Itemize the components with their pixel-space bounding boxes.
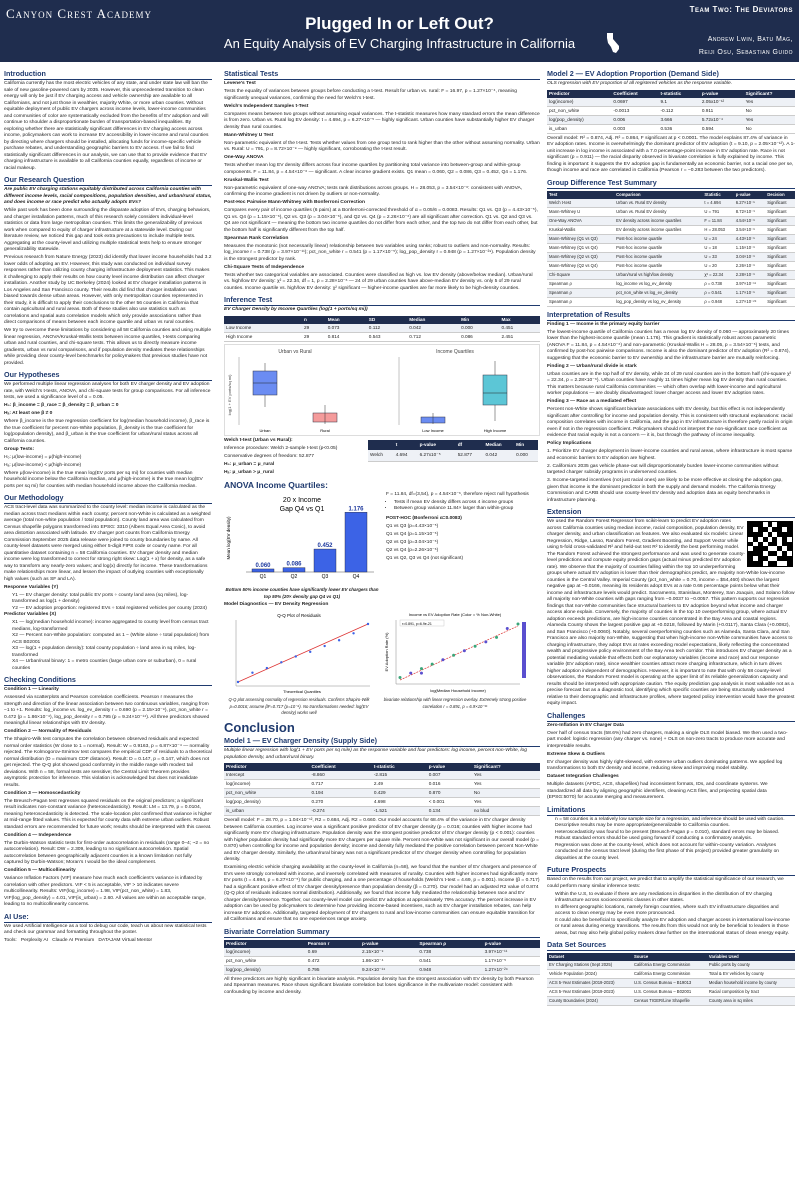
model1-heading: Model 1 — EV Charger Density (Supply Side) [224, 736, 540, 747]
scatter-legend: r=0.891, p=6.9e-21 [402, 621, 432, 626]
qq-svg [224, 610, 374, 694]
hyp-paragraph-2: Where β_income is the true regression coefficient for log(median household income), β_race is the true coefficient for percent non-White population, β_density is the true coefficient for log(population density), and β_urban is the true coefficient for urban/rural status across all California counties. [4, 419, 210, 444]
levene-text: Tests the equality of variances between groups before conducting a t-test. Result for urban vs. rural: F = 16.97, p = 1.27×10⁻⁴, meaning significantly unequal variances, confirming the need for Welch's t-test. [224, 89, 517, 101]
cond5-text: Variance Inflation Factors (VIF) measure how much each coefficient's variance is inflated by correlation with other predictors. VIF < 5 is acceptable, VIF > 10 indicates severe multicollinearity. Results: VIF(log_income) = 1.98, VIF(pct_non_white) = 1.83, VIF(log_pop_density) = 4.01, VIF(is_urban) = 2.60. All values are within an acceptable range, leading to no multicollinearity concerns. [4, 876, 206, 907]
table-row: Mann-Whitney (Q2 vs Q3) Post-hoc income quartile U = 33 3.04×10⁻⁶ Significant [547, 252, 795, 261]
list-item: • In different geographic locations, namely foreign countries, where such EV infrastructure disparities and access to clean energy may be even more pronounced. [555, 905, 795, 918]
challenge-data-text: Multiple datasets (AFDC, ACS, shapefiles) had inconsistent formats, IDs, and coordinate systems. We standardized all data by aligning geographic identifiers, cleaning ACS files, and projecting spatial data (EPSG:5070) for accurate merging and measurement. [547, 782, 768, 800]
table-row: log(pop_density) 0.270 4.698 < 0.001 Yes [224, 798, 540, 807]
tool-2: Claude AI Premium [52, 938, 95, 943]
table-row: log(pop_density) 0.006 3.666 5.72x10⁻⁴ Yes [547, 115, 795, 124]
conclusion-text: Examining electric vehicle charging availability at the county-level in California (n=58), we found that the number of EV chargers and presence of EVs were strongly correlated with income, and inversely correlated with measures of rurality. Counties with higher incomes had significantly more EV ports (t = 4.694, p = 6.27×10⁻⁵) for public charging, and a one percentage of households (Welch's t-test = 4.69, p = 0.001). Income (β = 0.717) had a significant positive effect of EV charger density/presence than population density (β = 0.270). Our model had an adjusted R2 value of 0.874 (Q-Q plot of residuals indicates normal distribution). Additionally, we found that income fully mediated the relationship between race and EV charger density/presence. Together, our county-level model can predict EV adoption at approximately 79% accuracy. The percent increase in EV adoption can be used by policymakers to determine how providing income-based incentives, such as EV charger installation rebates, can help increase EV adoption. Additionally, targeted deployment of EV chargers to rural and low-income communities can ensure equitable transition for all Californians and ensure that no one experiences range anxiety. [224, 865, 540, 922]
stat-tests-heading: Statistical Tests [224, 69, 540, 80]
conclusion-heading: Conclusion [224, 720, 295, 735]
anova-caption: Bottom 50% income counties have significantly lower EV chargers than top 50% (20× density gap Q4 vs Q1) [225, 587, 379, 599]
levene-heading: Levene's Test [224, 81, 256, 86]
rq-paragraph-2: Previous research from Nature Energy (2023) did identify that lower income households had 3.2 lower odds of adopting an EV. However, this study was conducted on individual survey responses rather than utilizing county charging infrastructure deployment statistics. This makes it challenging to apply their results on how county level income distribution can affect charger installation. Another study by UC Berkeley (2024) looked at EV charger installation patterns in Los Angeles and San Francisco county. Their results did find that charger installation was biased towards dense urban areas. However, with only metropolitan counties represented in their study, it is difficult to apply their conclusions to the other 56 counties in California that contain agricultural and rural areas. Both of these studies also use statistics such as correlations and spatial auto correlation models which only provide associations rather than direct comparisons of means between each income quartile and urban vs rural counties. [4, 255, 212, 325]
bar-category-label: Q2 [290, 573, 298, 580]
challenge-skew-text: EV charger density was highly right-skewed, with extreme urban outliers dominating patterns. We applied log transformations to both EV density and income, reducing skew and improving model stability. [547, 759, 783, 771]
bar-annotation-2: Gap Q4 vs Q1 [279, 505, 325, 513]
income-scatter [380, 610, 530, 719]
bar-value-label: 0.452 [317, 542, 333, 549]
model1-text: Overall model: F = 28.70, p = 1.04×10⁻¹², R2 = 0.684, Adj. R2 = 0.660. Our model accounts for 68.4% of the variance in EV charger density between California counties. Log income was a significant positive predictor of EV charger density (p = 0.016; counties with higher income had significantly more EV charging infrastructure. Population density was the strongest positive predictor of EV charger density (p < 0.001): counties with higher population density had significantly more EV chargers per square mile. Percent non-White was not significant in our overall model (p = 0.870) when controlling for income and population density; income and density fully mediated the positive correlation between percent Non-White and EV charger density. Similarly, the urban/rural binary was not a significant predictor of EV charger density when controlling for population density. [224, 818, 539, 862]
limitations-heading: Limitations [547, 805, 795, 816]
scatter-xlabel: log(Median Household Income) [430, 687, 486, 693]
welch-block-heading: Welch t-test (Urban vs Rural): [224, 437, 293, 443]
challenge-skew-heading: Extreme Skew & Outliers [547, 751, 605, 757]
list-item: • X4 — Urban/rural binary: 1 = metro counties (large urban core or suburban), 0 = rural counties [12, 659, 212, 672]
welch-text: Compares means between two groups without assuming equal variances. The t-statistic measures how many standard errors the mean difference is from zero. Urban vs. Rural log EV density: t = 4.694, p = 6.27×10⁻⁵ — highly significant. Urban counties have substantially higher EV charger density than rural counties. [224, 111, 540, 130]
group-tests-label: Group Tests: [4, 446, 35, 452]
school-name: Canyon Crest Academy [6, 6, 153, 21]
bar-Q1 [252, 568, 274, 571]
table-row: log(income) 0.0697 9.1 2.05x10⁻¹² Yes [547, 98, 795, 107]
group-diff-table: Test Comparison Statistic p-value Decision Welch t-test Urban vs. Rural EV density t = 4.694 6.27×10⁻⁵ Significant Mann-Whitney U Urban vs. Rural EV density U = 791 8.72×10⁻⁹ Significant One-Way ANOVA EV density across income quartiles F = 11.84 4.54×10⁻⁶ Significant Kruskal-Wallis EV density across income quartiles H = 28.053 3.54×10⁻⁶ Significant Mann-Whitney (Q1 vs Q3) Post-hoc income quartile U = 24 4.43×10⁻⁵ Significant Mann-Whitney (Q1 vs Q4) Post-hoc income quartile U = 18 1.15×10⁻⁶ Significant Mann-Whitney (Q2 vs Q3) Post-hoc income quartile U = 33 3.04×10⁻⁶ Significant Mann-Whitney (Q2 vs Q4) Post-hoc income quartile U = 20 2.26×10⁻⁶ Significant Chi-Square Urban/rural vs high/low density χ² = 22.34 2.28×10⁻⁶ Significant Spearman ρ log_income vs log_ev_density ρ = 0.738 3.97×10⁻¹¹ Significant Spearman ρ pct_non_white vs log_ev_density ρ = 0.541 1.17×10⁻⁵ Significant Spearman ρ log_pop_density vs log_ev_density ρ = 0.948 1.27×10⁻²⁹ Significant [547, 191, 795, 307]
bar-annotation-1: 20 x Income [282, 496, 322, 504]
posthoc-heading: Post-Hoc Pairwise Mann-Whitney with Bonferroni Correction [224, 200, 366, 205]
posthoc-line: Q1 vs Q4 (p=1.15×10⁻⁶) [386, 531, 439, 537]
finding1-heading: Finding 1 — Income is the primary equity barrier [547, 321, 660, 327]
finding1-text: The lowest-income quartile of California counties has a mean log EV density of 0.060 — approximately 20 times lower than the highest-income quartile (mean 1.176). This gradient is statistically robust across parametric (ANOVA F = 11.84, p = 4.54×10⁻⁶) and non-parametric (Kruskal-Wallis H = 28.05, p = 3.54×10⁻⁶) tests, and confirmed by post-hoc pairwise comparisons. Income is also the dominant predictor of EV adoption (R² = 0.874), suggesting that the economic barrier to EV ownership and the infrastructure barrier are mutually reinforcing. [547, 329, 790, 361]
group-diff-heading: Group Difference Test Summary [547, 178, 795, 189]
qq-point [338, 639, 340, 641]
list-item: • Tests if mean EV density differs across 4 income groups [394, 500, 540, 507]
posthoc-text: Compares every pair of income quartiles (6 pairs) at a Bonferroni-corrected threshold of α = 0.05/6 = 0.0083. Results: Q1 vs. Q3 (p = 4.43×10⁻⁵), Q1 vs. Q4 (p = 1.15×10⁻⁶), Q2 vs. Q3 (p = 3.04×10⁻⁶), and Q2 vs. Q4 (p = 2.26×10⁻⁶) are all significant after correction. Q1 vs. Q2 and Q3 vs. Q4 are not significant — meaning the bottom two income quartiles do not differ from each other, and the top two do not differ from each other, but the bottom half is significantly different from the top half. [224, 208, 538, 233]
rq-heading: Our Research Question [4, 175, 212, 186]
table-row: Welch t-test Urban vs. Rural EV density t = 4.694 6.27×10⁻⁵ Significant [547, 199, 795, 208]
alt-hypothesis: Hₐ: At least one β ≠ 0 [4, 411, 53, 416]
list-item: • Y2 — EV adoption proportion: registered EVs ÷ total registered vehicles per county (2024) [12, 606, 212, 613]
challenges-heading: Challenges [547, 711, 795, 722]
challenge-data-heading: Dataset Integration Challenges [547, 774, 619, 779]
datasets-table: Dataset Source Variables Used EV Charging Stations (Sept 2025) California Energy Commission Public ports by county Vehicle Population (2024) California Energy Commission Total & EV vehicles by county ACS 5-Year Estimates (2019-2023) U.S. Census Bureau – B19013 Median household income by county ACS 5-Year Estimates (2019-2023) U.S. Census Bureau – B02001 Racial composition by tract County Boundaries (2024) Census TIGER/Line Shapefile County area in sq miles [547, 953, 795, 1006]
list-item: • Regression was done at the county-level, which does not account for within-county variation. Analyses conducted at the census tract level (during the first phase of this project) provided greater granularity on disparities at the county level. [555, 843, 795, 863]
list-item: • X1 — log(median household income): income aggregated to county level from census tract medians, log-transformed [12, 620, 212, 633]
policy-2: 2. California's 2035 gas vehicle phase-out will disproportionately burden lower-income communities without targeted charger subsidy programs in underserved counties. [547, 463, 779, 475]
interpretation-heading: Interpretation of Results [547, 310, 795, 321]
extension-text: We used the Random Forest Regressor from scikit-learn to predict EV adoption rates across California counties using median income, racial composition, population density, EV charger density, and urban classification as features. We also evaluated six models: Linear Regression, Ridge, Lasso, Random Forest, Gradient Boosting, and Support Vector while using 5-fold cross-validated R² and held-out test R² to identify the best performing model. The Random Forest achieved the strongest performance and was used to generate county-level predictions and compute equity prediction gaps (actual minus predicted EV adoption rate). We observe that the majority of counties falling within the top 10 underperforming groups where actual EV adoption is lower than their demographics predict, are majority non-White low-income counties in the Central Valley. Imperial County (pct_non_white = 0.70, income = $54,460) shows the largest negative gap at −0.0166, meaning its residents adopt EVs at a rate 0.66 percentage points below what their income and infrastructure levels would predict. Sacramento, Stanislaus, Monterey, San Joaquin, and Solano follow all majority non-White counties with gaps ranging from −0.0037 to −0.0057. This pattern supports our regression findings that non-White communities face structural barriers to EV adoption beyond what income and charger access alone explain. Conversely, the majority of counties in the top 10 overperforming group, where actual EV adoption exceeds predictions, are high-income counties concentrated in the Bay Area and coastal regions. Alameda County shows the largest positive gap at +0.0218, followed by Marin (+0.0117), Santa Clara (+0.0082), and San Francisco (+0.0060). Notably, several overperforming counties such as Alameda, Santa Clara, and San Francisco are also majority non-White, suggesting that when high-income non-White communities have access to charging infrastructure, they adopt EVs at rates exceeding model expectations, likely reflecting the concentrated wealth and progressive policy environment of the Bay Area tech corridor. This introduces EV charger density as a potential mediating variable that effects both our explanatory variables (income and race) and our response variable (EV adoption rate), since wealthier counties attract more charging infrastructure, which in turn drives higher adoption independent of demographics. However, it is important to note that with only 58 county-level observations, the Random Forest model is operating at the upper limit of its reliable generalization capacity and results should be interpreted with appropriate caution. The equity prediction gap analysis is most valuable not as a precise forecast but as a diagnostic tool, identifying which specific counties are being structurally underserved relative to their demographic and infrastructure profiles, where targeted policy intervention would have the greatest equity impact. [547, 519, 795, 706]
list-item: • It could also be beneficial to specifically analyze EV adoption and charger access in international low-income or rural areas during energy transitions. The results from this would not only be beneficial to leaders in those areas, but may also help global policy makers draw further on the international status of clean energy equity. [555, 918, 795, 938]
table-row: Kruskal-Wallis EV density across income quartiles H = 28.053 3.54×10⁻⁶ Significant [547, 225, 795, 234]
list-item: • Heteroscedasticity was found to be present (Breusch-Pagan p = 0.010), standard errors may be biased. Robust standard errors should be used going forward if conducting a confirmatory analysis. [555, 830, 795, 843]
scatter-point [409, 671, 412, 674]
column-left [4, 66, 212, 1196]
qq-title: Q-Q Plot of Residuals [277, 612, 321, 618]
bivariate-text: All three predictors are highly significant in bivariate analysis. Population density has the strongest association with EV density by both Pearson and Spearman measures. Race shows significant bivariate correlation but loses significance in the multivariate model: consistent with confounding by income and density. [224, 976, 534, 995]
kw-text: Non-parametric equivalent of one-way ANOVA; tests rank distributions across groups. H = 28.053, p = 3.54×10⁻⁶: consistent with ANOVA, confirming the income gradient is not driven by outliers or non-normality. [224, 185, 523, 197]
table-row: Intercept -8.860 -2.815 0.007 Yes [224, 771, 540, 780]
box-high-income [483, 375, 507, 405]
qq-point [352, 632, 354, 634]
challenge-zero-heading: Zero-Inflation in EV Charger Data [547, 722, 624, 728]
qq-point [323, 644, 325, 646]
column-middle [224, 66, 540, 1196]
bivariate-heading: Bivariate Correlation Summary [224, 927, 540, 938]
table-row: Chi-Square Urban/rural vs high/low density χ² = 22.34 2.28×10⁻⁶ Significant [547, 270, 795, 279]
model2-heading: Model 2 — EV Adoption Proportion (Demand Side) [547, 69, 795, 80]
table-row: Spearman ρ log_income vs log_ev_density ρ = 0.738 3.97×10⁻¹¹ Significant [547, 279, 795, 288]
inference-heading: Inference Test [224, 295, 540, 306]
table-row: log(income) 0.69 2.15×10⁻⁹ 0.738 3.97×10⁻¹¹ [224, 948, 540, 957]
rq-paragraph-3: We try to overcome these limitations by considering all 58 California counties and using multiple linear regression, ANOVA/Kruskal-Wallis tests between income quartiles, t-tests comparing urban and rural counties, and chi-square tests. This allows us to directly measure income gradients, urban vs rural comparisons, and if population density mediates these relationships while providing clear county-level benchmarks for policymakers that previous studies have not provided. [4, 328, 212, 366]
ai-tools [4, 938, 212, 945]
scatter-caption: bivariate relationship with linear regression overlay. Extremely strong positive correlation r = 0.891, p = 6.9×10⁻²¹ [383, 697, 527, 709]
diagnostics-block [224, 610, 540, 719]
cond3-heading: Condition 3 — Homoscedasticity [4, 790, 81, 796]
model1-caption: Multiple linear regression with log(1 + EV ports per sq mile) as the response variable and four predictors: log income, percent non-White, log population density, and urban/rural binary. [224, 748, 527, 760]
bivariate-table: Predictor Pearson r p-value Spearman ρ p-value log(income) 0.69 2.15×10⁻⁹ 0.738 3.97×10⁻¹¹ pct_non_white 0.472 1.86×10⁻⁴ 0.541 1.17×10⁻⁵ log(pop_density) 0.795 9.24×10⁻¹⁴ 0.948 1.27×10⁻²⁹ [224, 940, 540, 975]
list-item: • Within the U.S, to evaluate if there are any mediations in disparities in the distribution of EV charging infrastructure across socioeconomic classes in other states. [555, 892, 795, 905]
finding3-text: Percent non-White shows significant bivariate associations with EV density, but this effect is not independently significant after controlling for income and population density. This is consistent with structural explanations: racial composition correlates with income in California, and the gap in EV infrastructure is therefore partly racial in origin even if not in the regression coefficient. Policymakers should not interpret the non-significant race coefficient as evidence that racial equity is not a concern — it is, but through the pathway of income inequality. [547, 407, 793, 438]
qq-point [280, 661, 282, 663]
welch-desc [224, 438, 364, 478]
cond2-heading: Condition 2 — Normality of Residuals [4, 729, 92, 734]
welch-line: Conservative degrees of freedom: 52.877 [224, 453, 314, 459]
bar-value-label: 0.086 [286, 561, 302, 568]
future-list [555, 892, 795, 938]
hyp-paragraph-1: We performed multiple linear regression analyses for both EV charger density and EV adoption rate, with Welch's t-tests, ANOVA, and chi-square tests for group comparisons. For all inference tests, we used a significance level of α = 0.05. [4, 382, 211, 400]
poster-title: Plugged In or Left Out? [305, 14, 494, 33]
model2-text: Overall model: R² = 0.874, Adj. R² = 0.864, F significant at p < 0.0001. The model explains 87.4% of variance in EV adoption rates. Income is overwhelmingly the dominant predictor of EV adoption (t = 9.10, p = 2.05×10⁻¹²). A 1-unit increase in log income is associated with a 7.0 percentage-point increase in EV adoption rate. Race is not significant (p = 0.911) — the racial disparity observed in bivariate correlation is fully explained by income. This finding is important: it suggests the EV adoption gap is fundamentally an economic barrier, not a racial one per se, though income and race are correlated in California (Pearson r = −0.283 between the two predictors). [547, 135, 795, 173]
limitations-list [555, 817, 795, 863]
scatter-title: Income vs EV Adoption Rate (Color = % Non-White) [408, 611, 502, 617]
scatter-point [452, 653, 455, 656]
anova-block [224, 492, 540, 602]
table-row: ACS 5-Year Estimates (2019-2023) U.S. Census Bureau – B02001 Racial composition by tract [547, 988, 795, 997]
qq-point [367, 622, 369, 624]
scatter-svg [380, 610, 530, 694]
posthoc-line: Q2 vs Q3 (p=3.04×10⁻⁶) [386, 539, 439, 545]
scatter-point [431, 662, 434, 665]
anova-text: Tests whether mean log EV density differs across four income quartiles by partitioning total variance into between-group and within-group components. F = 11.84, p = 4.54×10⁻⁶ — significant. A clear income gradient exists. Q1 mean = 0.060, Q2 = 0.086, Q3 = 0.452, Q4 = 1.176. [224, 163, 528, 175]
group-null: H₀: μ(low-income) = μ(high-income) [4, 454, 82, 460]
bar-Q2 [283, 567, 305, 571]
table-row: Low Income 29 0.073 0.112 0.042 0.000 0.451 [224, 324, 540, 333]
challenge-zero-text: Over half of census tracts (58.6%) had zero chargers, making a single OLS model biased. We then used a two-part model: logistic regression (any charger vs. none) + OLS on non-zero tracts to produce more accurate and interpretable results. [547, 730, 788, 749]
box1-title: Urban vs Rural [278, 348, 312, 355]
list-item: • Between group variance 11.84× larger than within-group [394, 506, 540, 513]
qq-point [251, 671, 253, 673]
table-row: ACS 5-Year Estimates (2019-2023) U.S. Census Bureau – B19013 Median household income by county [547, 979, 795, 988]
anova-note: F = 11.84, df=(3,54), p = 4.54×10⁻⁶, therefore reject null hypothesis [386, 491, 529, 497]
table-row: log(income) 0.717 2.49 0.016 Yes [224, 780, 540, 789]
future-text: Based on the results from our project, we predict that to amplify the statistical significance of our research, we could perform many similar inference tests: [547, 877, 784, 889]
list-item: • n = 58 counties is a relatively low sample size for a regression, and inference should be used with caution. Descriptive results may be more appropriate/generalizable to California counties. [555, 817, 795, 830]
finding3-heading: Finding 3 — Race as a mediated effect [547, 399, 637, 404]
table-row: County Boundaries (2024) Census TIGER/Line Shapefile County area in sq miles [547, 997, 795, 1006]
author-list [699, 33, 793, 59]
table-row: Mann-Whitney (Q1 vs Q3) Post-hoc income quartile U = 24 4.43×10⁻⁵ Significant [547, 234, 795, 243]
cond1-text: Assessed via scatterplots and Pearson correlation coefficients. Pearson r measures the strength and direction of the linear association between two continuous variables, ranging from −1 to +1. Results: log_income vs. log_ev_density r = 0.690 (p = 2.15×10⁻⁹), pct_non_white r = 0.472 (p = 1.86×10⁻⁴), log_pop_density r = 0.795 (p = 9.24×10⁻¹⁴). All three predictors showed meaningful linear relationships with EV density. [4, 695, 210, 726]
cond4-heading: Condition 4 — Independence [4, 832, 72, 838]
cond2-text: The Shapiro-Wilk test computes the correlation between observed residuals and expected normal order statistics (W close to 1 = normal). Result: W = 0.9163, p = 6.87×10⁻⁴ — normality rejected. The Kolmogorov-Smirnov test compares the empirical CDF of residuals to a theoretical normal distribution (D = maximum CDF distance). Result: D = 0.147, p = 0.147, which does not get rejected. The Q-Q plot showed good conformity in the middle range with modest tail deviations. With n = 58, formal tests are sensitive; the Central Limit Theorem provides asymptotic protection for inference. This violation is acknowledged but does not invalidate results. [4, 737, 212, 788]
table-row: EV Charging Stations (Sept 2025) California Energy Commission Public ports by county [547, 961, 795, 970]
method-paragraph: ACS tract-level data was summarized to the county level: median income is calculated as the median across tract medians within each county; percent non-White is calculated as a weighted average (total non-white population / total population). County land area was calculated from Census shapefile polygons transformed into EPSG: 3310 (Albers Equal Area Conic), to avoid area distortion associated with latitude. EV charger port counts from California Energy Commission September 2025 data release were joined to county boundaries by name. All county-level datasets were merged using either 5-digit FIPS code or county name. For all quantitative dataset containing n = 58 California counties. EV charger density and median income were log transformed to correct for strong right skew: Log(1 + x) for density, as a safe way to transform any nearly-zero values; and log(x) directly for income. These transformations make relationships more linear, and lessen the impact of outlying counties with exceptionally high values (such as SF and LA). [4, 505, 211, 582]
posthoc-line: Q2 vs Q4 (p=2.26×10⁻⁶) [386, 547, 439, 553]
rq-paragraph-1: While past work has been done surrounding the disparate adoption of EVs, charging behaviors, and charger installation patterns, much of this research solely considers individual-level statistics or data from large metropolitan counties. This limits the generalizability of previous work when compared to equity of charger infrastructure at a statewide level. During our literature review, we noticed this gap and took extra precautions to include multiple tests. Aggregating at the county-level and utilizing multiple statistical tests help to ensure stronger generalizability statewide. [4, 208, 211, 252]
box1-cat-urban: Urban [259, 427, 271, 433]
response-vars-list [12, 593, 212, 613]
tool-3: DATAJAM Virtual Mentor [98, 938, 153, 943]
research-question: Are public EV charging stations equitably distributed across California counties with different income levels, racial compositions, population densities, and urban/rural status, and does income or race predict who actually adopts EVs? [4, 187, 212, 205]
qq-point [309, 650, 311, 652]
list-item: • X3 — log(1 + population density): total county population ÷ land area in sq miles, log-transformed [12, 646, 212, 659]
qq-xlabel: Theoretical Quantiles [283, 688, 321, 694]
scatter-point [420, 671, 423, 674]
finding2-text: Urban counties are in the top half of EV density, while 24 of 29 rural counties are in the bottom half (chi-square χ² = 22.34, p = 2.28×10⁻⁶). Urban counties have roughly 11 times higher mean log EV density than rural counties. This matters because rural California communities — which often overlap with lower-income and agricultural worker populations — are doubly disadvantaged: lower charger access and lower EV adoption rates. [547, 371, 792, 396]
bar-category-label: Q1 [259, 573, 267, 580]
future-heading: Future Prospects [547, 865, 795, 876]
ai-text: We used Artificial Intelligence as a tool to debug our code, teach us about new statistical tests and check our grammar and formatting throughout the poster. [4, 923, 207, 935]
poster-subtitle: An Equity Analysis of EV Charging Infrastructure in California [223, 36, 576, 51]
chisq-heading: Chi-Square Tests of Independence [224, 264, 305, 270]
inference-caption: EV Charger Density by Income Quartiles (log(1 + ports/sq mi)) [224, 307, 368, 312]
ai-heading: AI Use: [4, 912, 212, 923]
bar-category-label: Q4 [352, 573, 360, 580]
table-row: Welch 4.694 6.27x10⁻⁵ 52.877 0.042 0.000 [368, 450, 538, 461]
response-vars-label: Response Variables (Y) [4, 584, 59, 590]
methodology-heading: Our Methodology [4, 493, 212, 504]
descriptive-table: n Mean SD Median Min Max Low Income 29 0.073 0.112 0.042 0.000 0.451 High Income 29 0.814 0.543 0.712 0.086 2.451 [224, 316, 540, 342]
boxplot-svg [225, 345, 539, 437]
cond4-text: The Durbin-Watson statistic tests for first-order autocorrelation in residuals (range 0–4; ~2 = no autocorrelation). Result: DW = 2.309, leading to no significant autocorrelation. Spatial autocorrelation between geographically adjacent counties is a known limitation not fully captured by Durbin-Watson; Moran's I would be the ideal complement. [4, 840, 210, 865]
welch-line: Inference procedure: Welch 2-sample t-test (p<0.05) [224, 445, 338, 451]
intro-heading: Introduction [4, 69, 212, 80]
policy-1: 1. Prioritize EV charger deployment in lower-income counties and rural areas, where infrastructure is most sparse and economic barriers to EV adoption are highest. [547, 449, 793, 461]
chisq-text: Tests whether two categorical variables are associated. Counties were classified as high vs. low EV density (above/below median). Urban/rural vs. high/low EV density: χ² = 22.34, df = 1, p = 2.28×10⁻⁶ — 24 of 29 urban counties have above-median EV density vs. only 5 of 29 rural counties. Income quartile vs. high/low EV density: χ² significant — higher-income quartiles are far more likely to be high-density counties. [224, 272, 533, 291]
welch-block [224, 438, 540, 478]
datasets-heading: Data Set Sources [547, 940, 795, 951]
welch-line: H₀: μ_urban = μ_rural [224, 461, 275, 467]
team-name: Team Two: The Deviators [689, 5, 793, 14]
scatter-point [399, 676, 402, 679]
welch-line: Hₐ: μ_urban > μ_rural [224, 469, 274, 475]
table-row: One-Way ANOVA EV density across income quartiles F = 11.84 4.54×10⁻⁶ Significant [547, 216, 795, 225]
boxplot-figure [224, 344, 540, 436]
model1-table: Predictor Coefficient t-statistic p-value Significant? Intercept -8.860 -2.815 0.007 Yes log(income) 0.717 2.49 0.016 Yes pct_non_white 0.194 0.429 0.870 No log(pop_density) 0.270 4.698 < 0.001 Yes is_urban -0.274 -1.521 0.134 no blud [224, 763, 540, 816]
anova-bar-svg [224, 492, 380, 584]
model2-caption: OLS regression with EV proportion of all registered vehicles as the response variable. [547, 81, 733, 86]
bar-Q4 [345, 512, 367, 572]
bar-category-label: Q3 [321, 573, 329, 580]
bar-value-label: 0.060 [255, 562, 271, 569]
table-row: High Income 29 0.814 0.543 0.712 0.086 2.451 [224, 332, 540, 341]
box-ylabel: log(1 + EV ports/sq mi) [227, 374, 232, 415]
diagnostics-heading: Model Diagnostics — EV Density Regression [224, 601, 329, 607]
table-row: log(pop_density) 0.795 9.24×10⁻¹⁴ 0.948 1.27×10⁻²⁹ [224, 965, 540, 974]
group-alt: Hₐ: μ(low-income) < μ(high-income) [4, 462, 82, 468]
bar-ylabel: Mean log(EV density) [226, 515, 231, 560]
tool-1: Perplexity AI [20, 938, 49, 943]
extension-heading: Extension [547, 507, 795, 518]
list-item: • Y1 — EV charger density: total public EV ports ÷ county land area (sq miles), log-transformed as log(1 + density) [12, 593, 212, 606]
authors-line-2: Reiji Osu, Sebastian Guido [698, 49, 793, 56]
posthoc-box-heading: POST-HOC (Bonferroni α=0.0083) [386, 515, 462, 521]
bar-value-label: 1.176 [348, 505, 364, 512]
bar-Q3 [314, 549, 336, 572]
cond5-heading: Condition 5 — Multicollinearity [4, 868, 76, 873]
qq-point [266, 666, 268, 668]
spearman-heading: Spearman Rank Correlation [224, 235, 289, 241]
qq-point [237, 680, 239, 682]
scatter-point [463, 649, 466, 652]
anova-chart [224, 492, 380, 602]
posthoc-line: Q1 vs Q3 (p=4.43×10⁻⁵) [386, 523, 439, 529]
conditions-heading: Checking Conditions [4, 675, 212, 686]
table-row: is_urban 0.003 0.536 0.594 No [547, 124, 795, 133]
qq-plot [224, 610, 374, 719]
posthoc-line: Q1 vs Q2, Q3 vs Q4 (not significant) [386, 555, 464, 561]
scatter-point [474, 644, 477, 647]
cond3-text: The Breusch-Pagan test regresses squared residuals on the original predictors; a significant result indicates non-constant variance (heteroscedasticity). Result: LM = 13.79, p = 0.0104, meaning heteroscedasticity is detected. The scale-location plot confirmed that variance is higher at mid-range fitted values. This is expected for county data with extreme urban outliers. Robust standard errors are recommended for future work; results should be interpreted with this caveat. [4, 798, 212, 830]
scatter-point [441, 658, 444, 661]
authors-line-1: Andrew Lwin, Batu Mag, [707, 36, 793, 43]
cond1-heading: Condition 1 — Linearity [4, 687, 59, 692]
anova-heading: One-Way ANOVA [224, 155, 264, 160]
null-hypothesis: H₀: β_income = β_race = β_density = β_urban = 0 [4, 403, 119, 408]
policy-heading: Policy Implications [547, 441, 592, 446]
box1-cat-rural: Rural [320, 427, 330, 433]
scatter-ylabel: EV Adoption Rate (%) [384, 632, 389, 671]
scatter-point [517, 622, 520, 625]
box2-title: Income Quartiles [436, 348, 474, 355]
list-item: • X2 — Percent non-White population: computed as 1 − (White alone ÷ total population) from ACS B02001 [12, 633, 212, 646]
scatter-point [420, 667, 423, 670]
table-row: Mann-Whitney U Urban vs. Rural EV density U = 791 8.72×10⁻⁹ Significant [547, 207, 795, 216]
welch-table: t p-value df Median Min Welch 4.694 6.27x10⁻⁵ 52.877 0.042 0.000 [368, 440, 538, 462]
table-row: Spearman ρ log_pop_density vs log_ev_density ρ = 0.948 1.27×10⁻²⁹ Significant [547, 297, 795, 306]
scatter-point [495, 635, 498, 638]
california-outline-icon [605, 32, 621, 57]
box2-cat-low: Low Income [422, 427, 444, 433]
table-row: Mann-Whitney (Q1 vs Q4) Post-hoc income quartile U = 18 1.15×10⁻⁶ Significant [547, 243, 795, 252]
table-row: pct_non_white -0.0013 -0.112 0.911 No [547, 106, 795, 115]
table-row: pct_non_white 0.472 1.86×10⁻⁴ 0.541 1.17×10⁻⁵ [224, 956, 540, 965]
policy-3: 3. Income-targeted incentives (not just racial ones) are likely to be more effective at closing the adoption gap, given that income is the dominant predictor in both the supply and demand models. The California Energy Commission and CARB should use county-level EV density and adoption data as equity benchmarks in infrastructure planning. [547, 478, 783, 503]
qq-point [295, 655, 297, 657]
table-row: is_urban -0.274 -1.521 0.134 no blud [224, 807, 540, 816]
scatter-point [484, 640, 487, 643]
predictor-vars-list [12, 620, 212, 672]
poster-header [0, 0, 799, 62]
welch-heading: Welch's Independent Samples t-Test [224, 103, 309, 109]
qq-caption: Q-Q plot assessing normality of regression residuals. Confirms Shapiro-Wilk p=0.0016; assume βF=0.717 (p=10⁻⁴). No transformations needed: log(EV density) works well [228, 697, 370, 715]
hypotheses-heading: Our Hypotheses [4, 370, 212, 381]
hyp-paragraph-3: Where μ(low-income) is the true mean log(EV ports per sq mi) for counties with median household income below the California median, and μ(high-income) is the true mean log(EV ports per sq mi) for counties with median household income above the California median. [4, 470, 203, 489]
kw-heading: Kruskal-Wallis Test [224, 177, 269, 183]
anova-notes [380, 492, 540, 602]
tools-label: Tools: [4, 938, 17, 943]
intro-text: California currently has the most electric vehicles of any state, and under state law will ban the sale of new gasoline-powered cars by 2035. However, this unprecedented transition to clean energy will only be just if EV charging access and vehicle ownership are available to all Californians, and not just those in wealthier, majority White, or more urban counties. Without equitable deployment of public EV chargers across income levels, lower-income communities and communities of color are systematically excluded from the benefits of EV adoption and will continue to shoulder a disproportionate burden of transportation-based inequalities. By exploring whether there are statistically significant differences in EV charging access across income, policymakers can work to increase EV accessibility in lower-income and rural counties by directing where chargers should be installed, allocating funds for income-specific vehicle purchase rebates, and understanding geographic barriers to EV access. If we fail to find statistically significant differences in our analysis, we can use that to provide evidence that EV charging infrastructure is available to all California counties equally, regardless of income or racial makeup. [4, 81, 209, 171]
column-right [547, 66, 795, 1196]
table-row: Spearman ρ pct_non_white vs log_ev_density ρ = 0.541 1.17×10⁻⁵ Significant [547, 288, 795, 297]
mw-text: Non-parametric equivalent of the t-test. Tests whether values from one group tend to rank higher than the other without assuming normality. Urban vs. Rural: U = 791, p = 8.72×10⁻⁹ — highly significant, corroborating the t-test result. [224, 140, 540, 152]
model2-table: Predictor Coefficient t-statistic p-value Significant? log(income) 0.0697 9.1 2.05x10⁻¹² Yes pct_non_white -0.0013 -0.112 0.911 No log(pop_density) 0.006 3.666 5.72x10⁻⁴ Yes is_urban 0.003 0.536 0.594 No [547, 90, 795, 134]
qr-code-icon[interactable] [747, 521, 793, 567]
mw-heading: Mann-Whitney U Test [224, 132, 274, 138]
scatter-point [506, 626, 509, 629]
anova-quartiles-heading: ANOVA Income Quartiles: [224, 479, 328, 490]
predictor-vars-label: Predictor Variables (X) [4, 612, 57, 617]
table-row: Vehicle Population (2024) California Energy Commission Total & EV vehicles by county [547, 970, 795, 979]
finding2-heading: Finding 2 — Urban/rural divide is stark [547, 363, 637, 369]
table-row: pct_non_white 0.194 0.429 0.870 No [224, 789, 540, 798]
box2-cat-high: High Income [483, 427, 507, 433]
spearman-text: Measures the monotonic (not necessarily linear) relationship between two variables using ranks; robust to outliers and non-normality. Results: log_income r = 0.738 (p = 3.97×10⁻¹¹); pct_non_white r = 0.541 (p = 1.17×10⁻⁵); log_pop_density r = 0.948 (p = 1.27×10⁻²⁹). Population density is the strongest predictor by rank. [224, 243, 536, 262]
table-row: Mann-Whitney (Q2 vs Q4) Post-hoc income quartile U = 20 2.26×10⁻⁶ Significant [547, 261, 795, 270]
